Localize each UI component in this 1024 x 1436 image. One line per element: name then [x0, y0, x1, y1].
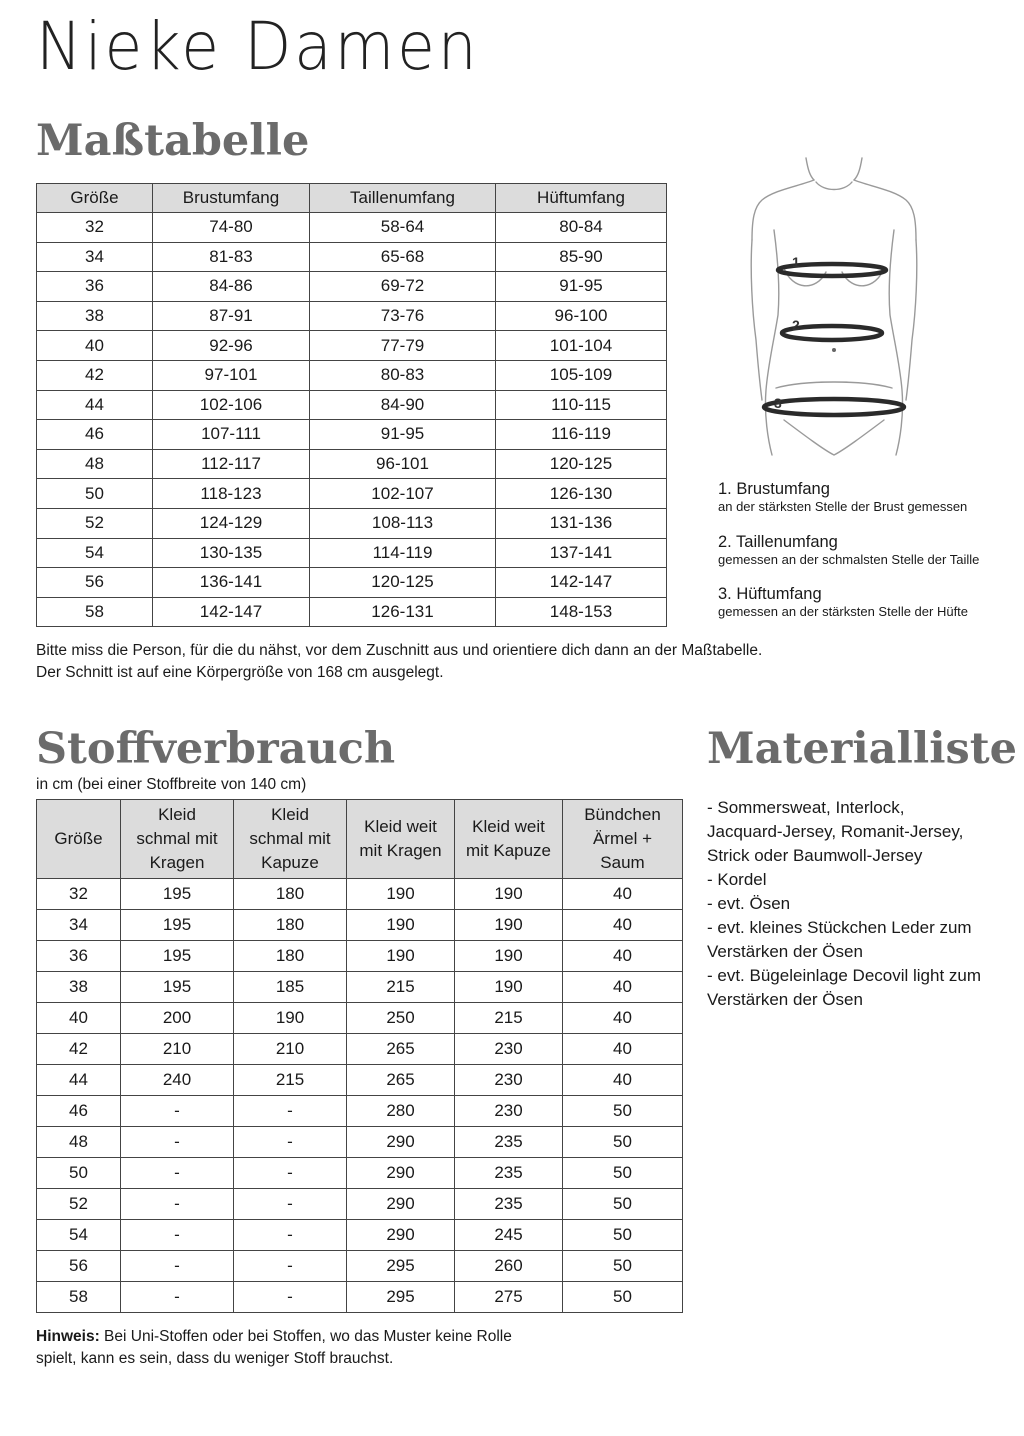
caption-desc: gemessen an der schmalsten Stelle der Taille	[718, 552, 980, 567]
table-cell: 97-101	[153, 360, 310, 390]
table-cell: 54	[37, 1220, 121, 1251]
fabric-table-body	[37, 879, 683, 1313]
list-item: Verstärken der Ösen	[707, 942, 863, 961]
table-cell: 120-125	[496, 449, 667, 479]
table-cell: 50	[563, 1096, 683, 1127]
table-cell: 195	[121, 972, 234, 1003]
table-row	[37, 479, 667, 509]
caption-title: 1. Brustumfang	[718, 480, 830, 498]
table-cell: 91-95	[496, 272, 667, 302]
size-table-header	[37, 184, 667, 213]
table-cell: 260	[455, 1251, 563, 1282]
table-cell: 56	[37, 1251, 121, 1282]
table-row	[37, 1282, 683, 1313]
table-row	[37, 1034, 683, 1065]
table-cell: 56	[37, 568, 153, 598]
size-note-line: Der Schnitt ist auf eine Körpergröße von 168 cm ausgelegt.	[36, 664, 444, 681]
table-cell: 40	[37, 331, 153, 361]
table-cell: 195	[121, 879, 234, 910]
column-header-line: Kapuze	[261, 853, 319, 872]
table-cell: 102-107	[310, 479, 496, 509]
table-cell: 46	[37, 1096, 121, 1127]
table-cell: 240	[121, 1065, 234, 1096]
table-cell: 112-117	[153, 449, 310, 479]
column-header-line: schmal mit	[136, 829, 218, 848]
hint-text: spielt, kann es sein, dass du weniger Stoff brauchst.	[36, 1350, 394, 1367]
caption-desc: an der stärksten Stelle der Brust gemessen	[718, 499, 968, 514]
table-cell: 142-147	[153, 597, 310, 627]
fabric-table-header	[37, 800, 683, 879]
table-cell: -	[234, 1127, 347, 1158]
table-cell: 52	[37, 508, 153, 538]
table-cell: 69-72	[310, 272, 496, 302]
hint-text: Bei Uni-Stoffen oder bei Stoffen, wo das Muster keine Rolle	[99, 1328, 512, 1345]
table-cell: -	[121, 1158, 234, 1189]
list-item: Strick oder Baumwoll-Jersey	[707, 846, 923, 865]
table-cell: 180	[234, 941, 347, 972]
table-cell: 50	[563, 1282, 683, 1313]
table-cell: 50	[563, 1158, 683, 1189]
table-cell: 190	[347, 879, 455, 910]
table-row	[37, 331, 667, 361]
column-header: Brustumfang	[153, 184, 310, 213]
table-row	[37, 390, 667, 420]
marker-1: 1	[792, 254, 800, 270]
fabric-table	[36, 799, 683, 1313]
table-cell: 50	[563, 1220, 683, 1251]
table-cell: 73-76	[310, 301, 496, 331]
table-row	[37, 272, 667, 302]
column-header	[234, 800, 347, 879]
table-cell: 96-101	[310, 449, 496, 479]
table-cell: 38	[37, 972, 121, 1003]
table-cell: 180	[234, 879, 347, 910]
list-item: Jacquard-Jersey, Romanit-Jersey,	[707, 822, 964, 841]
table-cell: 215	[347, 972, 455, 1003]
table-cell: 80-84	[496, 213, 667, 243]
caption-title: 3. Hüftumfang	[718, 585, 822, 603]
table-cell: 54	[37, 538, 153, 568]
column-header-line: schmal mit	[249, 829, 331, 848]
caption-title: 2. Taillenumfang	[718, 533, 838, 551]
table-cell: 245	[455, 1220, 563, 1251]
table-row	[37, 941, 683, 972]
table-cell: 195	[121, 941, 234, 972]
table-cell: 215	[234, 1065, 347, 1096]
table-cell: 102-106	[153, 390, 310, 420]
list-item: - Sommersweat, Interlock,	[707, 798, 905, 817]
table-cell: 142-147	[496, 568, 667, 598]
table-cell: 110-115	[496, 390, 667, 420]
table-cell: -	[121, 1282, 234, 1313]
column-header-line: Kleid weit	[364, 817, 437, 836]
table-row	[37, 508, 667, 538]
column-header-line: Bündchen	[584, 805, 661, 824]
table-cell: -	[121, 1251, 234, 1282]
table-cell: 137-141	[496, 538, 667, 568]
table-cell: 230	[455, 1096, 563, 1127]
table-cell: 108-113	[310, 508, 496, 538]
size-table-body	[37, 213, 667, 627]
table-cell: 40	[563, 1034, 683, 1065]
column-header	[37, 800, 121, 879]
table-row	[37, 213, 667, 243]
list-item: - Kordel	[707, 870, 767, 889]
table-cell: 190	[455, 972, 563, 1003]
table-row	[37, 420, 667, 450]
table-cell: 235	[455, 1189, 563, 1220]
table-cell: 85-90	[496, 242, 667, 272]
column-header: Größe	[37, 184, 153, 213]
table-row	[37, 360, 667, 390]
table-cell: -	[121, 1127, 234, 1158]
table-row	[37, 1189, 683, 1220]
caption-hip	[718, 585, 968, 620]
page-title: Nieke Damen	[36, 8, 480, 85]
table-cell: 105-109	[496, 360, 667, 390]
table-cell: 235	[455, 1158, 563, 1189]
column-header-line: mit Kragen	[359, 841, 442, 860]
table-row	[37, 1158, 683, 1189]
table-cell: 44	[37, 1065, 121, 1096]
table-cell: 84-90	[310, 390, 496, 420]
table-cell: 107-111	[153, 420, 310, 450]
table-cell: 250	[347, 1003, 455, 1034]
table-row	[37, 568, 667, 598]
list-item: - evt. Bügeleinlage Decovil light zum	[707, 966, 982, 985]
column-header-line: Kleid	[158, 805, 196, 824]
column-header: Hüftumfang	[496, 184, 667, 213]
table-cell: 265	[347, 1065, 455, 1096]
table-row	[37, 242, 667, 272]
table-cell: 190	[455, 879, 563, 910]
table-cell: 50	[563, 1127, 683, 1158]
column-header	[563, 800, 683, 879]
table-cell: 36	[37, 941, 121, 972]
table-cell: 50	[37, 479, 153, 509]
table-cell: 190	[347, 910, 455, 941]
fabric-hint	[36, 1326, 512, 1370]
table-cell: 50	[563, 1251, 683, 1282]
table-cell: 36	[37, 272, 153, 302]
table-cell: 131-136	[496, 508, 667, 538]
table-cell: 124-129	[153, 508, 310, 538]
table-cell: 48	[37, 1127, 121, 1158]
table-cell: 200	[121, 1003, 234, 1034]
table-cell: 126-131	[310, 597, 496, 627]
table-cell: -	[234, 1282, 347, 1313]
table-cell: 40	[563, 879, 683, 910]
table-cell: 40	[563, 910, 683, 941]
size-note	[36, 640, 762, 684]
list-item: Verstärken der Ösen	[707, 990, 863, 1009]
table-cell: 74-80	[153, 213, 310, 243]
table-row	[37, 1096, 683, 1127]
list-item: - evt. Ösen	[707, 894, 791, 913]
table-cell: -	[234, 1158, 347, 1189]
marker-2: 2	[792, 317, 800, 333]
caption-desc: gemessen an der stärksten Stelle der Hüfte	[718, 604, 969, 619]
table-cell: 215	[455, 1003, 563, 1034]
table-row	[37, 879, 683, 910]
table-row	[37, 449, 667, 479]
table-cell: 136-141	[153, 568, 310, 598]
table-cell: 101-104	[496, 331, 667, 361]
table-cell: 290	[347, 1158, 455, 1189]
table-cell: 58	[37, 1282, 121, 1313]
table-cell: 58-64	[310, 213, 496, 243]
table-row	[37, 597, 667, 627]
table-cell: 190	[347, 941, 455, 972]
table-cell: 185	[234, 972, 347, 1003]
size-chart-heading: Maßtabelle	[36, 116, 310, 166]
table-cell: 40	[563, 1065, 683, 1096]
table-cell: 46	[37, 420, 153, 450]
table-row	[37, 1251, 683, 1282]
table-cell: 92-96	[153, 331, 310, 361]
table-cell: 295	[347, 1251, 455, 1282]
table-row	[37, 1127, 683, 1158]
table-cell: 77-79	[310, 331, 496, 361]
size-note-line: Bitte miss die Person, für die du nähst, vor dem Zuschnitt aus und orientiere dich dann an der Maßtabelle.	[36, 642, 763, 659]
table-cell: -	[121, 1220, 234, 1251]
table-cell: 96-100	[496, 301, 667, 331]
table-cell: 148-153	[496, 597, 667, 627]
table-cell: 275	[455, 1282, 563, 1313]
column-header-line: Kleid	[271, 805, 309, 824]
table-cell: 190	[455, 910, 563, 941]
fabric-subheading: in cm (bei einer Stoffbreite von 140 cm)	[36, 776, 307, 793]
table-cell: 114-119	[310, 538, 496, 568]
table-cell: 290	[347, 1220, 455, 1251]
table-cell: 50	[563, 1189, 683, 1220]
table-cell: 40	[37, 1003, 121, 1034]
column-header: Taillenumfang	[310, 184, 496, 213]
table-cell: 84-86	[153, 272, 310, 302]
table-cell: -	[234, 1251, 347, 1282]
size-table	[36, 183, 667, 627]
table-cell: 42	[37, 360, 153, 390]
marker-3: 3	[774, 395, 782, 411]
table-cell: -	[121, 1189, 234, 1220]
table-cell: 280	[347, 1096, 455, 1127]
table-cell: 210	[121, 1034, 234, 1065]
table-cell: 34	[37, 910, 121, 941]
table-cell: 230	[455, 1034, 563, 1065]
table-row	[37, 1003, 683, 1034]
table-cell: 91-95	[310, 420, 496, 450]
table-cell: 87-91	[153, 301, 310, 331]
table-cell: 80-83	[310, 360, 496, 390]
table-cell: 190	[234, 1003, 347, 1034]
table-cell: 65-68	[310, 242, 496, 272]
table-cell: -	[234, 1220, 347, 1251]
table-cell: -	[234, 1189, 347, 1220]
table-row	[37, 1065, 683, 1096]
table-cell: 40	[563, 972, 683, 1003]
hint-label: Hinweis:	[36, 1328, 100, 1345]
table-cell: 265	[347, 1034, 455, 1065]
table-cell: 295	[347, 1282, 455, 1313]
table-cell: 180	[234, 910, 347, 941]
column-header-line: mit Kapuze	[465, 841, 552, 860]
caption-bust	[718, 480, 967, 515]
table-cell: -	[234, 1096, 347, 1127]
table-cell: 126-130	[496, 479, 667, 509]
table-cell: 34	[37, 242, 153, 272]
table-cell: 235	[455, 1127, 563, 1158]
table-row	[37, 538, 667, 568]
table-cell: 81-83	[153, 242, 310, 272]
table-row	[37, 301, 667, 331]
table-cell: 130-135	[153, 538, 310, 568]
table-cell: 40	[563, 1003, 683, 1034]
table-cell: 195	[121, 910, 234, 941]
table-cell: 116-119	[496, 420, 667, 450]
table-cell: 210	[234, 1034, 347, 1065]
column-header-line: Ärmel +	[592, 829, 653, 848]
table-cell: -	[121, 1096, 234, 1127]
table-cell: 40	[563, 941, 683, 972]
body-measurement-figure	[744, 150, 924, 475]
table-cell: 52	[37, 1189, 121, 1220]
fabric-heading: Stoffverbrauch	[36, 724, 396, 774]
table-row	[37, 910, 683, 941]
column-header-line: Kragen	[149, 853, 205, 872]
table-cell: 290	[347, 1189, 455, 1220]
table-cell: 290	[347, 1127, 455, 1158]
column-header	[455, 800, 563, 879]
table-cell: 32	[37, 213, 153, 243]
table-cell: 230	[455, 1065, 563, 1096]
column-header-line: Kleid weit	[472, 817, 545, 836]
table-cell: 58	[37, 597, 153, 627]
table-cell: 48	[37, 449, 153, 479]
table-row	[37, 1220, 683, 1251]
column-header-line: Größe	[54, 829, 103, 848]
list-item: - evt. kleines Stückchen Leder zum	[707, 918, 972, 937]
table-cell: 120-125	[310, 568, 496, 598]
table-cell: 44	[37, 390, 153, 420]
table-cell: 50	[37, 1158, 121, 1189]
column-header	[121, 800, 234, 879]
table-cell: 118-123	[153, 479, 310, 509]
materials-heading: Materialliste	[707, 724, 1017, 774]
table-cell: 38	[37, 301, 153, 331]
table-cell: 42	[37, 1034, 121, 1065]
table-cell: 32	[37, 879, 121, 910]
table-row	[37, 972, 683, 1003]
materials-list	[707, 796, 981, 1012]
caption-waist	[718, 533, 979, 568]
column-header-line: Saum	[600, 853, 645, 872]
column-header	[347, 800, 455, 879]
table-cell: 190	[455, 941, 563, 972]
